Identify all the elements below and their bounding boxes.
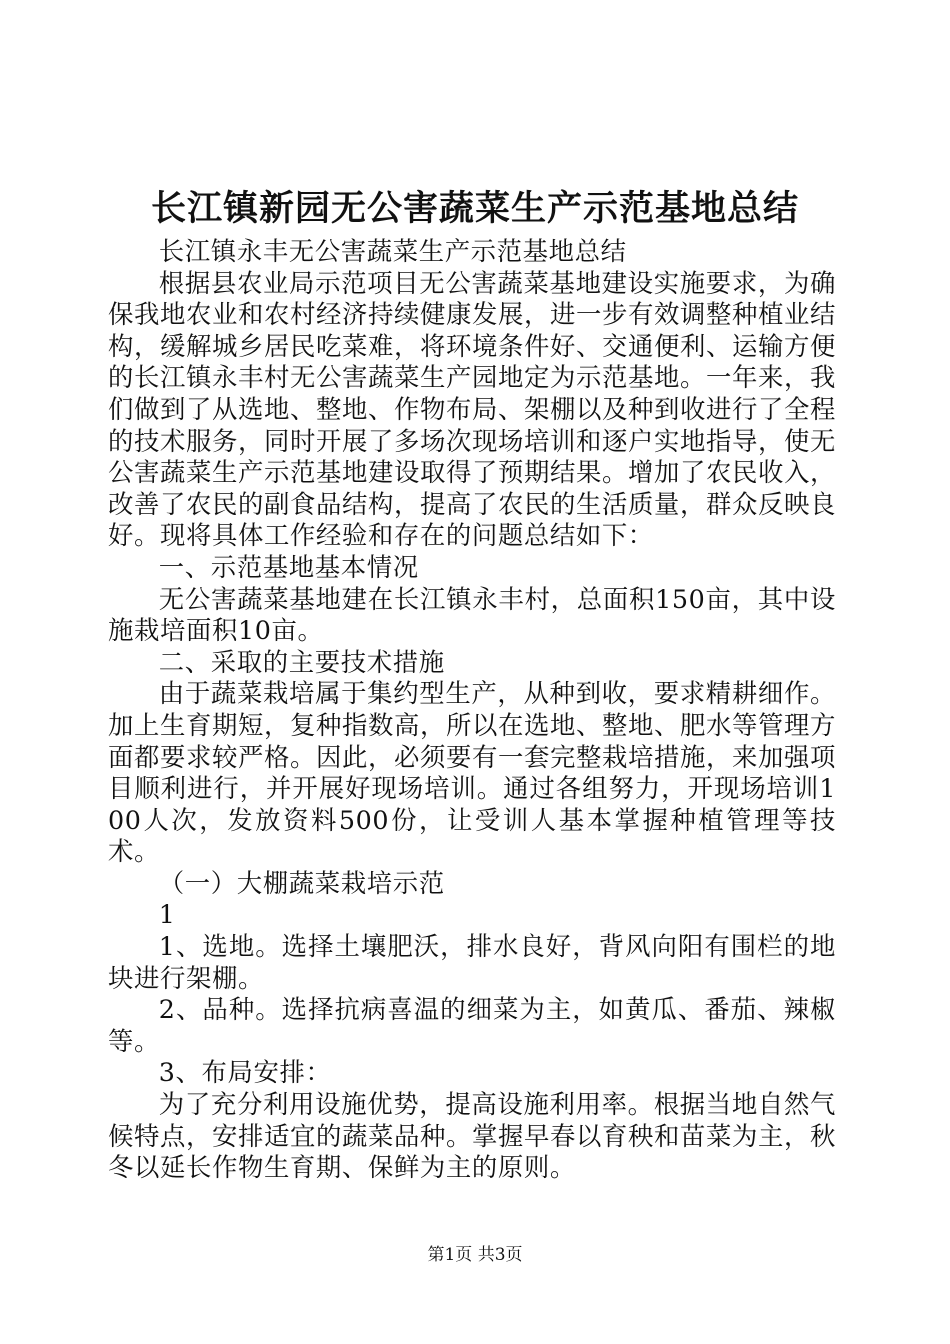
subsection-heading-1: （一）大棚蔬菜栽培示范 <box>158 867 445 898</box>
section-2-paragraph: 由于蔬菜栽培属于集约型生产，从种到收，要求精耕细作。加上生育期短，复种指数高，所以在选地、整地、肥水等管理方面都要求较严格。因此，必须要有一套完整栽培措施，来加强项目顺利进行，并开展好现场培训。通过各组努力，开现场培训100人次，发放资料500份，让受训人基本掌握种植管理等技术。 <box>108 678 836 867</box>
section-heading-1: 一、示范基地基本情况 <box>158 551 419 582</box>
section-1-paragraph: 无公害蔬菜基地建在长江镇永丰村，总面积150亩，其中设施栽培面积10亩。 <box>108 583 836 646</box>
layout-paragraph: 为了充分利用设施优势，提高设施利用率。根据当地自然气候特点，安排适宜的蔬菜品种。掌握早春以育秧和苗菜为主，秋冬以延长作物生育期、保鲜为主的原则。 <box>108 1089 836 1183</box>
item-layout-heading: 3、布局安排： <box>158 1057 332 1088</box>
item-site-selection: 1、选地。选择土壤肥沃，排水良好，背风向阳有围栏的地块进行架棚。 <box>108 931 836 993</box>
item-variety: 2、品种。选择抗病喜温的细菜为主，如黄瓜、番茄、辣椒等。 <box>108 994 836 1056</box>
page-number: 第1页 共3页 <box>427 1245 523 1265</box>
intro-paragraph: 根据县农业局示范项目无公害蔬菜基地建设实施要求，为确保我地农业和农村经济持续健康发展，进一步有效调整种植业结构，缓解城乡居民吃菜难，将环境条件好、交通便利、运输方便的长江镇永丰村无公害蔬菜生产园地定为示范基地。一年来，我们做到了从选地、整地、作物布局、架棚以及种到收进行了全程的技术服务，同时开展了多场次现场培训和逐户实地指导，使无公害蔬菜生产示范基地建设取得了预期结果。增加了农民收入，改善了农民的副食品结构，提高了农民的生活质量，群众反映良好。现将具体工作经验和存在的问题总结如下： <box>108 267 836 551</box>
subtitle-paragraph: 长江镇永丰无公害蔬菜生产示范基地总结 <box>158 236 627 266</box>
page-title: 长江镇新园无公害蔬菜生产示范基地总结 <box>150 188 799 229</box>
numeral-line: 1 <box>158 899 176 930</box>
document-body <box>108 236 836 1184</box>
section-heading-2: 二、采取的主要技术措施 <box>158 646 445 677</box>
